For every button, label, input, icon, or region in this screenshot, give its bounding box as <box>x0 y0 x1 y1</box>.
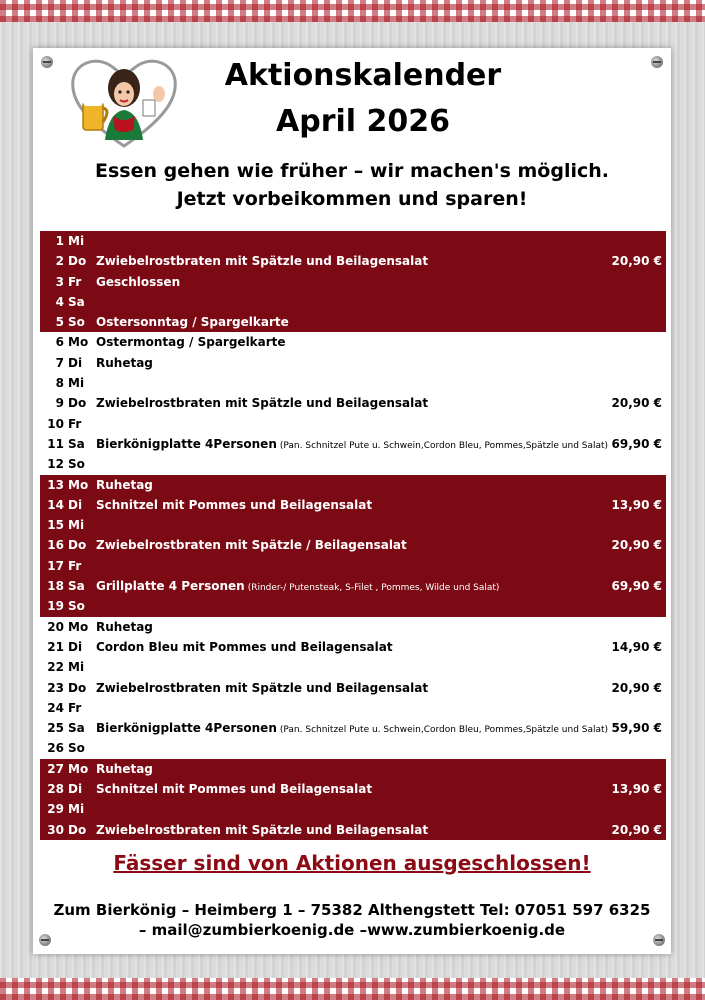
day-number: 30 <box>47 822 64 837</box>
gingham-border-top <box>0 0 705 22</box>
day-of-week: Mo <box>68 761 89 776</box>
dish-title: Bierkönigplatte 4Personen <box>96 436 277 451</box>
calendar-day-row <box>40 698 666 718</box>
day-of-week: Di <box>68 355 83 370</box>
dish-name: Ruhetag <box>96 619 153 634</box>
dish-price: 20,90 € <box>611 396 662 411</box>
day-number: 11 <box>47 436 64 451</box>
day-of-week: Mi <box>68 802 85 817</box>
calendar-day-row <box>40 414 666 434</box>
calendar-day-row <box>40 353 666 373</box>
day-number: 23 <box>47 680 64 695</box>
calendar-day-row <box>40 759 666 779</box>
day-number: 22 <box>47 660 64 675</box>
calendar-day-row <box>40 475 666 495</box>
day-of-week: Mi <box>68 234 85 248</box>
calendar-day-row <box>40 535 666 555</box>
day-of-week: Fr <box>68 558 82 573</box>
screw-icon <box>651 56 663 68</box>
calendar-day-row <box>40 231 666 251</box>
dish-name <box>96 434 608 456</box>
day-number: 25 <box>47 721 64 736</box>
day-number: 3 <box>55 274 64 289</box>
day-number: 21 <box>47 639 64 654</box>
day-of-week: Sa <box>68 436 85 451</box>
day-number: 1 <box>55 234 64 248</box>
calendar-block-white <box>40 617 666 759</box>
calendar-day-row <box>40 454 666 474</box>
dish-name: Zwiebelrostbraten mit Spätzle / Beilagensalat <box>96 538 407 553</box>
calendar-day-row <box>40 312 666 332</box>
day-of-week: Do <box>68 396 87 411</box>
day-number: 6 <box>55 335 64 350</box>
calendar-day-row <box>40 332 666 352</box>
day-of-week: Mi <box>68 660 85 675</box>
address-line-2: – mail@zumbierkoenig.de –www.zumbierkoenig.de <box>138 921 566 939</box>
calendar-day-row <box>40 678 666 698</box>
day-of-week: So <box>68 315 85 330</box>
day-of-week: Fr <box>68 416 82 431</box>
calendar-title: Aktionskalender <box>224 58 502 93</box>
calendar-day-row <box>40 373 666 393</box>
calendar-day-row <box>40 251 666 271</box>
day-of-week: Mo <box>68 477 89 492</box>
dish-price: 69,90 € <box>611 436 662 451</box>
dish-note: (Pan. Schnitzel Pute u. Schwein,Cordon Bleu, Pommes,Spätzle und Salat) <box>279 725 609 736</box>
poster <box>33 48 671 954</box>
calendar-day-row <box>40 596 666 616</box>
calendar-block-white <box>40 332 666 474</box>
day-number: 24 <box>47 700 64 715</box>
day-number: 2 <box>55 254 64 269</box>
calendar-day-row <box>40 495 666 515</box>
day-number: 12 <box>47 457 64 472</box>
calendar-block-red <box>40 231 666 332</box>
dish-name: Ostersonntag / Spargelkarte <box>96 315 289 330</box>
day-of-week: Do <box>68 254 87 269</box>
day-number: 18 <box>47 579 64 594</box>
day-of-week: Di <box>68 782 83 797</box>
day-number: 4 <box>55 294 64 309</box>
calendar-day-row <box>40 515 666 535</box>
calendar-day-row <box>40 657 666 677</box>
calendar-month: April 2026 <box>276 104 450 139</box>
dish-note: (Pan. Schnitzel Pute u. Schwein,Cordon Bleu, Pommes,Spätzle und Salat) <box>279 440 609 451</box>
screw-icon <box>41 56 53 68</box>
dish-name: Zwiebelrostbraten mit Spätzle und Beilagensalat <box>96 822 429 837</box>
calendar-day-row <box>40 799 666 819</box>
calendar-day-row <box>40 292 666 312</box>
dish-name: Ruhetag <box>96 477 153 492</box>
calendar-day-row <box>40 718 666 738</box>
calendar-day-row <box>40 637 666 657</box>
day-of-week: Sa <box>68 294 85 309</box>
dish-name: Ruhetag <box>96 355 153 370</box>
day-number: 20 <box>47 619 64 634</box>
day-number: 9 <box>55 396 64 411</box>
dish-name: Zwiebelrostbraten mit Spätzle und Beilagensalat <box>96 396 429 411</box>
tagline-2: Jetzt vorbeikommen und sparen! <box>176 188 528 210</box>
gingham-border-bottom <box>0 978 705 1000</box>
dish-price: 20,90 € <box>611 822 662 837</box>
day-number: 17 <box>47 558 64 573</box>
tagline-1: Essen gehen wie früher – wir machen's möglich. <box>94 160 609 182</box>
dish-name <box>96 718 608 740</box>
day-number: 28 <box>47 782 64 797</box>
dish-price: 69,90 € <box>611 579 662 594</box>
dish-note: (Rinder-/ Putensteak, S-Filet , Pommes, Wilde und Salat) <box>247 583 500 594</box>
dish-price: 20,90 € <box>611 680 662 695</box>
calendar-day-row <box>40 779 666 799</box>
dish-title: Bierkönigplatte 4Personen <box>96 721 277 736</box>
day-number: 26 <box>47 741 64 756</box>
day-of-week: Do <box>68 538 87 553</box>
calendar-block-red <box>40 475 666 617</box>
dish-name: Schnitzel mit Pommes und Beilagensalat <box>96 497 373 512</box>
dish-name: Ruhetag <box>96 761 153 776</box>
day-number: 8 <box>55 376 64 391</box>
calendar-day-row <box>40 434 666 454</box>
day-number: 7 <box>55 355 64 370</box>
day-number: 29 <box>47 802 64 817</box>
day-of-week: Do <box>68 822 87 837</box>
day-number: 13 <box>47 477 64 492</box>
calendar-day-row <box>40 556 666 576</box>
dish-name: Ostermontag / Spargelkarte <box>96 335 286 350</box>
dish-name: Zwiebelrostbraten mit Spätzle und Beilagensalat <box>96 680 429 695</box>
day-number: 15 <box>47 518 64 533</box>
day-of-week: Mo <box>68 619 89 634</box>
day-number: 5 <box>55 315 64 330</box>
dish-name: Zwiebelrostbraten mit Spätzle und Beilagensalat <box>96 254 429 269</box>
day-of-week: So <box>68 599 85 614</box>
dish-price: 20,90 € <box>611 538 662 553</box>
kegs-excluded-notice: Fässer sind von Aktionen ausgeschlossen! <box>113 851 591 875</box>
dish-price: 13,90 € <box>611 497 662 512</box>
dish-price: 59,90 € <box>611 721 662 736</box>
day-number: 14 <box>47 497 64 512</box>
dish-name <box>96 576 499 598</box>
day-of-week: Sa <box>68 721 85 736</box>
dish-name: Geschlossen <box>96 274 181 289</box>
dish-price: 14,90 € <box>611 639 662 654</box>
dish-price: 20,90 € <box>611 254 662 269</box>
day-number: 19 <box>47 599 64 614</box>
day-of-week: Fr <box>68 700 82 715</box>
day-of-week: Mi <box>68 518 85 533</box>
address-line-1: Zum Bierkönig – Heimberg 1 – 75382 Althengstett Tel: 07051 597 6325 <box>53 901 651 919</box>
dish-title: Grillplatte 4 Personen <box>96 579 245 594</box>
calendar-day-row <box>40 738 666 758</box>
day-of-week: So <box>68 741 85 756</box>
day-number: 27 <box>47 761 64 776</box>
day-of-week: Di <box>68 497 83 512</box>
day-of-week: So <box>68 457 85 472</box>
calendar-day-row <box>40 393 666 413</box>
day-number: 16 <box>47 538 64 553</box>
calendar-table <box>40 231 666 840</box>
dish-name: Schnitzel mit Pommes und Beilagensalat <box>96 782 373 797</box>
dish-name: Cordon Bleu mit Pommes und Beilagensalat <box>96 639 393 654</box>
day-of-week: Mi <box>68 376 85 391</box>
day-of-week: Di <box>68 639 83 654</box>
day-of-week: Mo <box>68 335 89 350</box>
calendar-day-row <box>40 820 666 840</box>
calendar-day-row <box>40 272 666 292</box>
calendar-day-row <box>40 576 666 596</box>
calendar-day-row <box>40 617 666 637</box>
day-number: 10 <box>47 416 64 431</box>
calendar-block-red <box>40 759 666 840</box>
day-of-week: Fr <box>68 274 82 289</box>
day-of-week: Do <box>68 680 87 695</box>
dish-price: 13,90 € <box>611 782 662 797</box>
day-of-week: Sa <box>68 579 85 594</box>
